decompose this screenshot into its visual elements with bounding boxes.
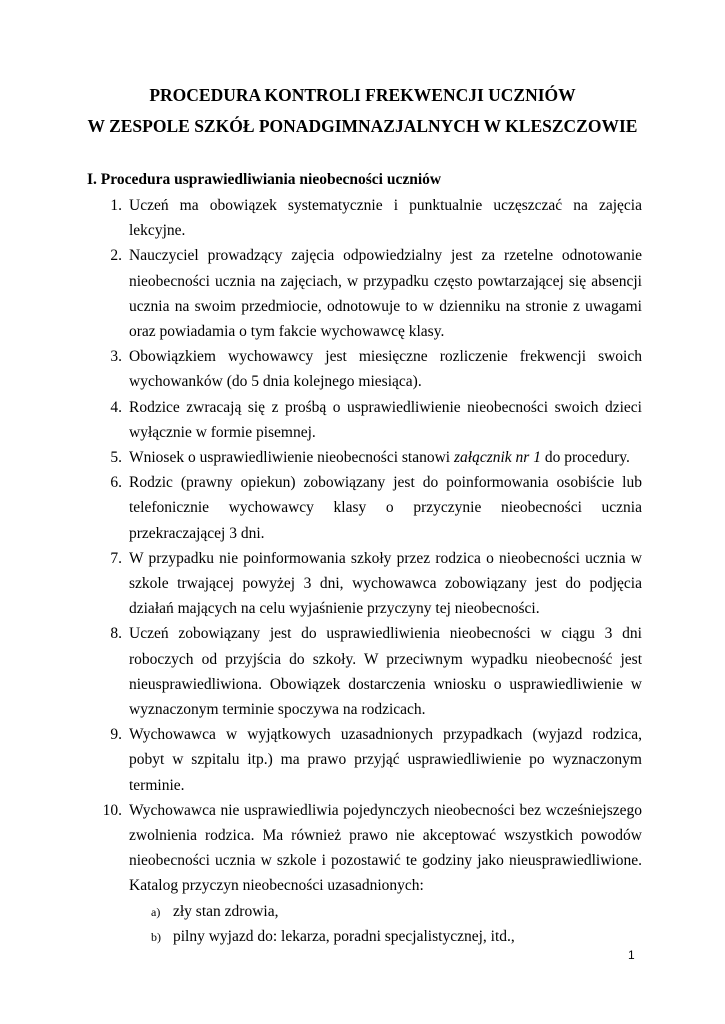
sublist-item-b [92,924,642,949]
list-number: 9. [110,726,122,744]
attachment-reference: załącznik nr 1 [454,449,541,467]
list-text [129,445,642,470]
sublist-text: zły stan zdrowia, [173,902,279,920]
procedure-list [92,193,642,949]
list-item-3 [92,344,642,394]
list-item-2 [92,243,642,344]
list-number: 8. [110,625,122,643]
list-text: Wychowawca nie usprawiedliwia pojedynczych nieobecności bez wcześniejszego zwolnienia rodzica. Ma również prawo nie akceptować wszystkich powodów nieobecności ucznia w szkole i pozostawić te godziny jako nieusprawiedliwione. Katalog przyczyn nieobecności uzasadnionych: [129,801,642,895]
list-item-7 [92,546,642,622]
title-line-1: PROCEDURA KONTROLI FREKWENCJI UCZNIÓW [149,85,576,105]
sublist-text: pilny wyjazd do: lekarza, poradni specjalistycznej, itd., [173,927,515,945]
sublist-letter: b) [151,929,161,944]
list-item-10 [92,798,642,899]
list-number: 3. [110,348,122,366]
list-number: 5. [110,449,122,467]
list-item-4 [92,395,642,445]
list-item-6 [92,470,642,546]
page-number: 1 [628,948,635,962]
list-text: Rodzic (prawny opiekun) zobowiązany jest do poinformowania osobiście lub telefonicznie wychowawcy klasy o przyczynie nieobecności ucznia przekraczającej 3 dni. [129,474,642,542]
list-text: Nauczyciel prowadzący zajęcia odpowiedzialny jest za rzetelne odnotowanie nieobecności ucznia na zajęciach, w przypadku często powtarzającej się absencji ucznia na swoim przedmiocie, odnotowuje to w dzienniku na stronie z uwagami oraz powiadamia o tym fakcie wychowawcę klasy. [129,247,642,341]
sublist-item-a [92,899,642,924]
list-number: 6. [110,474,122,492]
list-text: Uczeń ma obowiązek systematycznie i punktualnie uczęszczać na zajęcia lekcyjne. [129,197,642,240]
list-number: 7. [110,549,122,567]
list-text: Rodzice zwracają się z prośbą o usprawiedliwienie nieobecności swoich dzieci wyłącznie w formie pisemnej. [129,398,642,441]
list-text: Wychowawca w wyjątkowych uzasadnionych przypadkach (wyjazd rodzica, pobyt w szpitalu itp.) ma prawo przyjąć usprawiedliwienie po wyznaczonym terminie. [129,726,642,794]
title-line-2: W ZESPOLE SZKÓŁ PONADGIMNAZJALNYCH W KLESZCZOWIE [87,116,638,136]
list-text: Obowiązkiem wychowawcy jest miesięczne rozliczenie frekwencji swoich wychowanków (do 5 dnia kolejnego miesiąca). [129,348,642,391]
list-number: 1. [110,197,122,214]
list-item-8 [92,621,642,722]
list-text: W przypadku nie poinformowania szkoły przez rodzica o nieobecności ucznia w szkole trwającej powyżej 3 dni, wychowawca zobowiązany jest do podjęcia działań mających na celu wyjaśnienie przyczyny tej nieobecności. [129,549,642,618]
sublist-letter: a) [151,904,161,919]
section-heading: I. Procedura usprawiedliwiania nieobecności uczniów [87,171,442,188]
list-number: 4. [110,398,122,416]
list-item-5 [92,445,642,470]
list-number: 10. [102,801,122,819]
list-item-9 [92,722,642,798]
list-text-after: do procedury. [540,449,630,467]
list-text-before: Wniosek o usprawiedliwienie nieobecności stanowi [129,449,454,467]
list-item-1 [92,193,642,243]
list-text: Uczeń zobowiązany jest do usprawiedliwienia nieobecności w ciągu 3 dni roboczych od przyjścia do szkoły. W przeciwnym wypadku nieobecność jest nieusprawiedliwiona. Obowiązek dostarczenia wniosku o usprawiedliwienie w wyznaczonym terminie spoczywa na rodzicach. [129,625,642,719]
list-number: 2. [110,247,122,265]
